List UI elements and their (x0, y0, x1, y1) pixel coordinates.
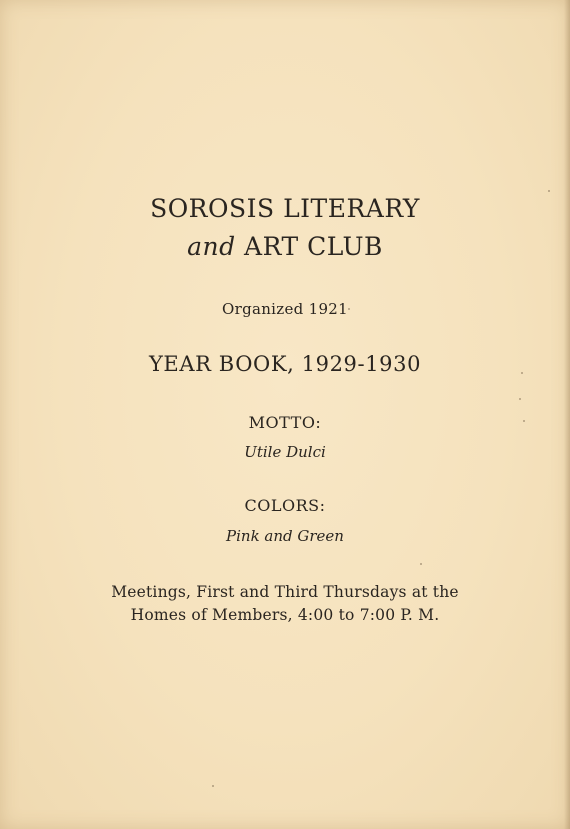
colors-label: COLORS: (244, 496, 326, 515)
motto-value: Utile Dulci (244, 443, 326, 461)
title-art-club: ART CLUB (244, 232, 383, 261)
title-and-word: and (187, 232, 236, 261)
year-book-heading: YEAR BOOK, 1929-1930 (148, 352, 422, 376)
paper-speck (523, 420, 525, 422)
motto-label: MOTTO: (248, 413, 322, 432)
club-title-line2 (0, 232, 570, 261)
paper-speck (420, 563, 422, 565)
paper-speck (519, 398, 521, 400)
paper-speck (348, 308, 350, 310)
paper-speck (521, 372, 523, 374)
colors-value: Pink and Green (226, 527, 344, 545)
meetings-line-1: Meetings, First and Third Thursdays at the (111, 583, 459, 601)
club-title-line1: SOROSIS LITERARY (150, 194, 420, 223)
paper-speck (212, 785, 214, 787)
organized-year: Organized 1921 (222, 300, 348, 318)
meetings-line-2: Homes of Members, 4:00 to 7:00 P. M. (130, 606, 440, 624)
paper-speck (548, 190, 550, 192)
